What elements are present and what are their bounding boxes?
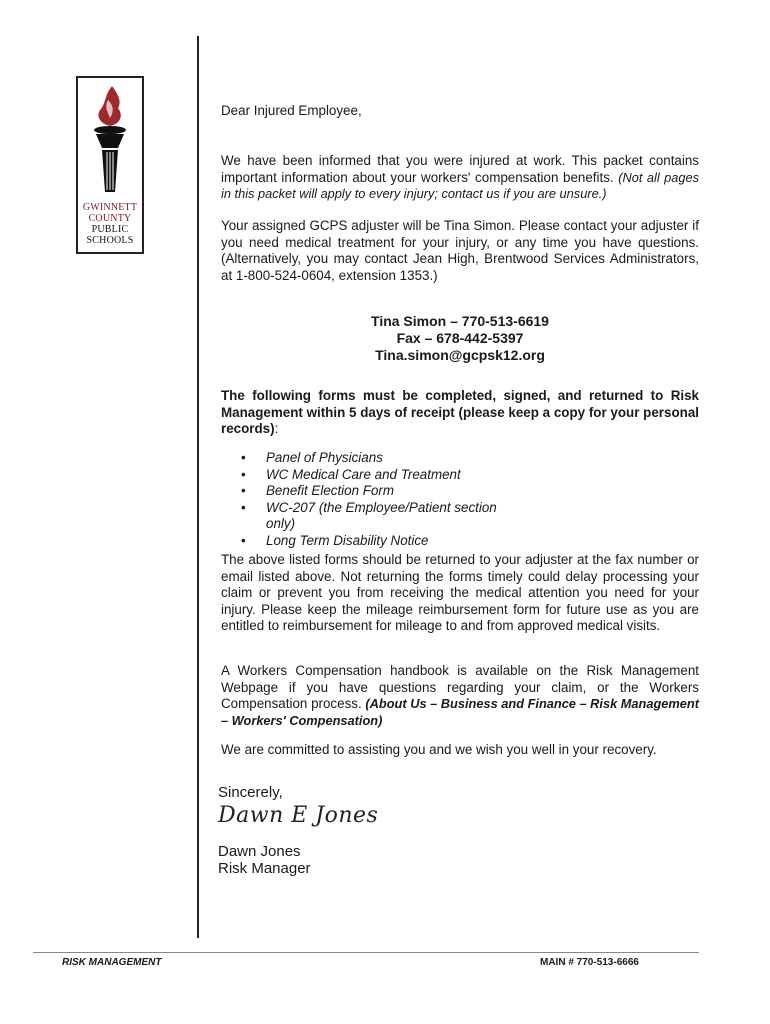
logo-text-schools: SCHOOLS [86, 235, 134, 246]
intro-text: We have been informed that you were injured at work. This packet contains important information about your workers' compensation benefits. [221, 153, 699, 185]
signer-title: Risk Manager [218, 860, 311, 877]
vertical-rule [197, 36, 199, 938]
handbook-paragraph: A Workers Compensation handbook is available on the Risk Management Webpage if you have questions regarding your claim, or the Workers Compensation process. (About Us – Business and Finance – Risk Management – Workers' Compensation) [221, 663, 699, 728]
contact-phone: Tina Simon – 770-513-6619 [371, 313, 549, 329]
list-item: • WC-207 (the Employee/Patient section only) [241, 499, 497, 531]
intro-note: (Not all pages in this packet will apply to every injury; contact us if you are unsure.) [221, 169, 699, 201]
forms-list [221, 450, 521, 549]
greeting: Dear Injured Employee, [221, 103, 362, 118]
torch-icon [78, 78, 142, 202]
logo-text-county: COUNTY [88, 213, 132, 224]
logo-text-public: PUBLIC [91, 224, 129, 235]
contact-email[interactable]: Tina.simon@gcpsk12.org [375, 347, 545, 363]
return-instructions: The above listed forms should be returned to your adjuster at the fax number or email listed above. Not returning the forms timely could delay processing your claim or prevent you from receiving the medical attention you need for your injury. Please keep the mileage reimbursement form for future use as you are entitled to reimbursement for mileage to and from approved medical visits. [221, 552, 699, 633]
footer-department: RISK MANAGEMENT [62, 957, 162, 968]
handbook-path: (About Us – Business and Finance – Risk Management – Workers' Compensation) [221, 696, 699, 728]
contact-fax: Fax – 678-442-5397 [396, 330, 524, 346]
closing: Sincerely, [218, 784, 283, 801]
signature-block [218, 784, 518, 877]
list-item: • Benefit Election Form [241, 483, 395, 498]
intro-paragraph [221, 153, 699, 203]
footer-phone: MAIN # 770-513-6666 [540, 957, 639, 968]
gcps-logo [76, 76, 144, 254]
list-item: • Panel of Physicians [241, 450, 383, 465]
signature-script: Dawn E Jones [218, 803, 379, 828]
footer-rule [33, 952, 699, 953]
signer-name: Dawn Jones [218, 843, 301, 860]
forms-intro: The following forms must be completed, signed, and returned to Risk Management within 5 days of receipt (please keep a copy for your personal records): [221, 388, 699, 436]
contact-block [221, 313, 699, 364]
logo-text-gwinnett: GWINNETT [82, 202, 138, 213]
adjuster-paragraph: Your assigned GCPS adjuster will be Tina Simon. Please contact your adjuster if you need medical treatment for your injury, or any time you have questions. (Alternatively, you may contact Jean High, Brentwood Services Administrators, at 1-800-524-0604, extension 1353.) [221, 218, 699, 283]
list-item: • WC Medical Care and Treatment [241, 466, 461, 482]
list-item: • Long Term Disability Notice [241, 532, 429, 548]
closing-wish: We are committed to assisting you and we wish you well in your recovery. [221, 742, 657, 757]
forms-intro-bold: The following forms must be completed, signed, and returned to Risk Management within 5 days of receipt (please keep a copy for your personal records) [221, 388, 699, 436]
